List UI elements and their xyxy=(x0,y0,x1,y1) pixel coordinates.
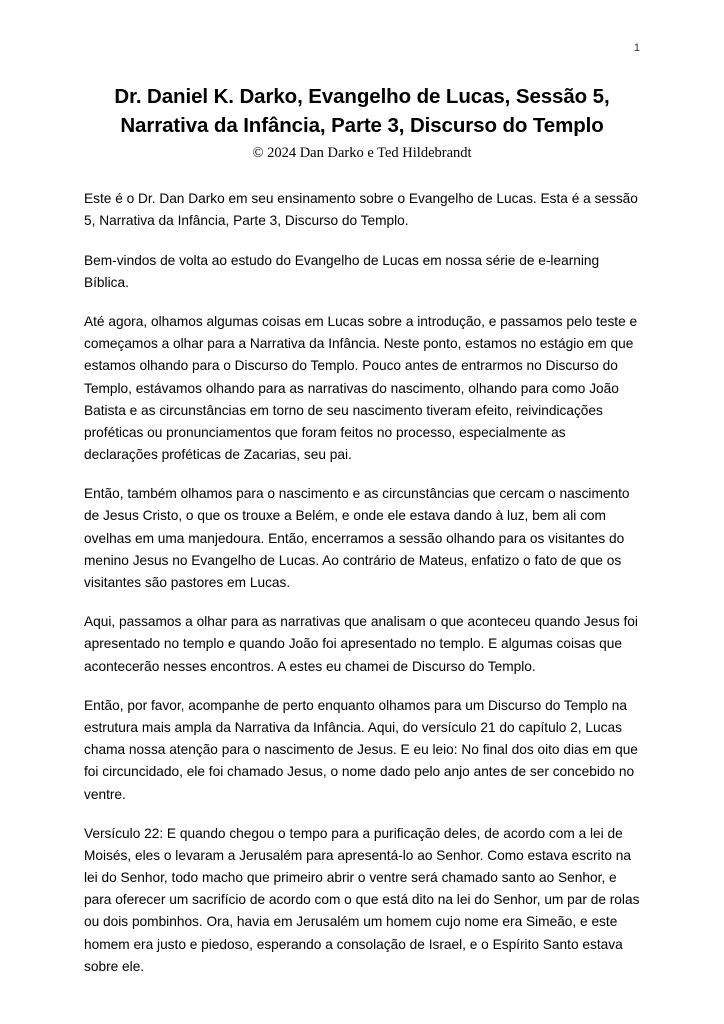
body-paragraph: Então, também olhamos para o nascimento e as circunstâncias que cercam o nascimento de Jesus Cristo, o que os trouxe a Belém, e onde ele estava dando à luz, bem ali com ovelhas em uma manjedoura. Então, encerramos a sessão olhando para os visitantes do menino Jesus no Evangelho de Lucas. Ao contrário de Mateus, enfatizo o fato de que os visitantes são pastores em Lucas. xyxy=(84,486,630,591)
document-body xyxy=(84,188,640,978)
body-paragraph: Bem-vindos de volta ao estudo do Evangelho de Lucas em nossa série de e-learning Bíblica. xyxy=(84,252,600,290)
body-paragraph: Este é o Dr. Dan Darko em seu ensinamento sobre o Evangelho de Lucas. Esta é a sessão 5, Narrativa da Infância, Parte 3, Discurso do Templo. xyxy=(84,191,638,229)
page-number: 1 xyxy=(633,42,640,54)
page-title xyxy=(84,82,640,140)
body-paragraph: Então, por favor, acompanhe de perto enquanto olhamos para um Discurso do Templo na estrutura mais ampla da Narrativa da Infância. Aqui, do versículo 21 do capítulo 2, Lucas chama nossa atenção para o nascimento de Jesus. E eu leio: No final dos oito dias em que foi circuncidado, ele foi chamado Jesus, o nome dado pelo anjo antes de ser concebido no ventre. xyxy=(84,697,638,802)
body-paragraph: Aqui, passamos a olhar para as narrativas que analisam o que aconteceu quando Jesus foi apresentado no templo e quando João foi apresentado no templo. E algumas coisas que acontecerão nesses encontros. A estes eu chamei de Discurso do Templo. xyxy=(84,614,638,674)
page-title-line-2: Narrativa da Infância, Parte 3, Discurso do Templo xyxy=(120,114,604,138)
page-title-line-1: Dr. Daniel K. Darko, Evangelho de Lucas, Sessão 5, xyxy=(114,85,610,108)
body-paragraph: Até agora, olhamos algumas coisas em Lucas sobre a introdução, e passamos pelo teste e começamos a olhar para a Narrativa da Infância. Neste ponto, estamos no estágio em que estamos olhando para o Discurso do Templo. Pouco antes de entrarmos no Discurso do Templo, estávamos olhando para as narrativas do nascimento, olhando para como João Batista e as circunstâncias em torno de seu nascimento tiveram efeito, reivindicações proféticas ou pronunciamentos que foram feitos no processo, especialmente as declarações proféticas de Zacarias, seu pai. xyxy=(84,313,638,463)
copyright-notice: © 2024 Dan Darko e Ted Hildebrandt xyxy=(252,145,472,162)
body-paragraph: Versículo 22: E quando chegou o tempo para a purificação deles, de acordo com a lei de Moisés, eles o levaram a Jerusalém para apresentá-lo ao Senhor. Como estava escrito na lei do Senhor, todo macho que primeiro abrir o ventre será chamado santo ao Senhor, e para oferecer um sacrifício de acordo com o que está dito na lei do Senhor, um par de rolas ou dois pombinhos. Ora, havia em Jerusalém um homem cujo nome era Simeão, e este homem era justo e piedoso, esperando a consolação de Israel, e o Espírito Santo estava sobre ele. xyxy=(84,825,640,974)
